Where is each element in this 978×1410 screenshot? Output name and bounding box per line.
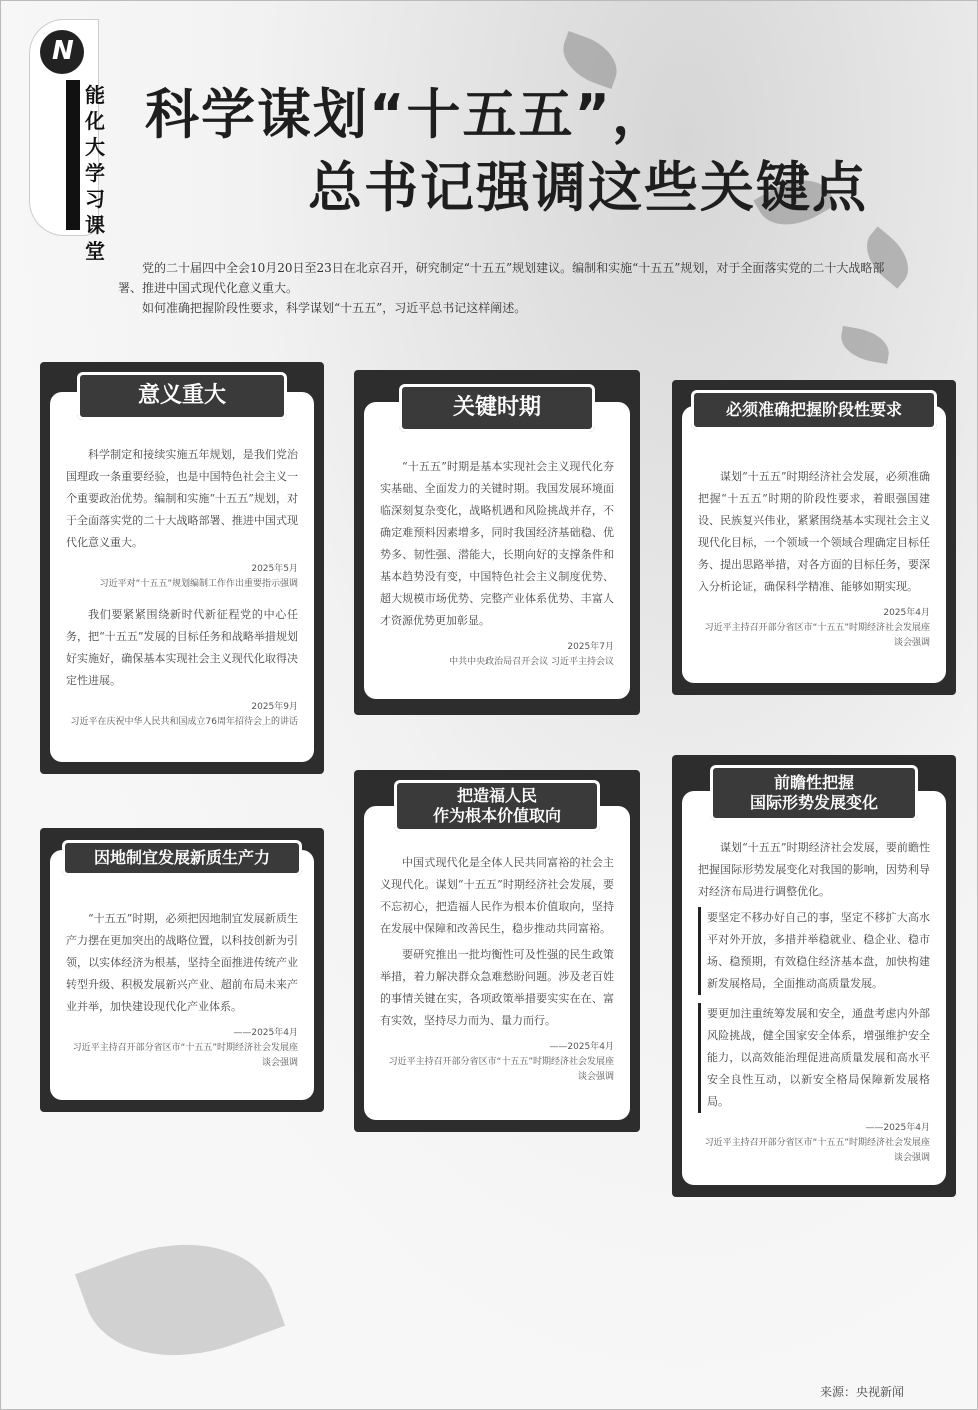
- card-source: ——2025年4月 习近平主持召开部分省区市“十五五”时期经济社会发展座谈会强调: [72, 1028, 298, 1068]
- card-new-productive-forces: [40, 828, 324, 1112]
- card-paragraph: 谋划“十五五”时期经济社会发展，必须准确把握“十五五”时期的阶段性要求，着眼强国建设、民族复兴伟业，紧紧围绕基本实现社会主义现代化目标，一个领域一个领域合理确定目标任务、提出思路举措，对各方面的目标任务，要深入分析论证，确保科学精准、能够如期实现。: [698, 470, 930, 593]
- card-key-period: [354, 370, 640, 715]
- column-title: 能化大学习课堂: [85, 83, 105, 263]
- column-label: [30, 20, 105, 263]
- page-title-line1: 科学谋划“十五五”，: [145, 83, 668, 146]
- card-source: ——2025年4月 习近平主持召开部分省区市“十五五”时期经济社会发展座谈会强调: [388, 1042, 614, 1082]
- card-source: 2025年9月 习近平在庆祝中华人民共和国成立76周年招待会上的讲话: [70, 702, 298, 727]
- card-people-first: [354, 770, 640, 1132]
- card-paragraph: 中国式现代化是全体人民共同富裕的社会主义现代化。谋划“十五五”时期经济社会发展，要不忘初心，把造福人民作为根本价值取向，坚持在发展中保障和改善民生，稳步推动共同富裕。: [380, 856, 614, 935]
- card-paragraph: 科学制定和接续实施五年规划，是我们党治国理政一条重要经验，也是中国特色社会主义一个重要政治优势。编制和实施“十五五”规划，对于全面落实党的二十大战略部署、推进中国式现代化意义重大。: [66, 448, 298, 549]
- intro: [118, 258, 888, 318]
- card-paragraph: 我们要紧紧围绕新时代新征程党的中心任务，把“十五五”发展的目标任务和战略举措规划好实施好，确保基本实现社会主义现代化取得决定性进展。: [66, 608, 298, 687]
- card-source: ——2025年4月 习近平主持召开部分省区市“十五五”时期经济社会发展座谈会强调: [704, 1123, 930, 1163]
- card-paragraph: 要研究推出一批均衡性可及性强的民生政策举措，着力解决群众急难愁盼问题。涉及老百姓的事情关键在实，各项政策举措要实实在在、富有实效，坚持尽力而为、量力而行。: [380, 948, 614, 1027]
- intro-paragraph: 如何准确把握阶段性要求，科学谋划“十五五”，习近平总书记这样阐述。: [142, 301, 527, 315]
- card-bullet: 要更加注重统筹发展和安全，通盘考虑内外部风险挑战，健全国家安全体系，增强维护安全能力，以高效能治理促进高质量发展和高水平安全良性互动，以新安全格局保障新发展格局。: [698, 1003, 930, 1113]
- card-heading: 前瞻性把握 国际形势发展变化: [710, 765, 918, 821]
- card-international-situation: [672, 755, 956, 1197]
- card-heading: 必须准确把握阶段性要求: [691, 390, 937, 430]
- card-paragraph: “十五五”时期，必须把因地制宜发展新质生产力摆在更加突出的战略位置，以科技创新为引领，以实体经济为根基，坚持全面推进传统产业转型升级、积极发展新兴产业、超前布局未来产业并举，加快建设现代化产业体系。: [66, 912, 298, 1013]
- source-credit: 来源：央视新闻: [820, 1385, 905, 1399]
- column-bar: [66, 80, 80, 230]
- card-paragraph: 谋划“十五五”时期经济社会发展，要前瞻性把握国际形势发展变化对我国的影响，因势利导对经济布局进行调整优化。: [698, 841, 930, 898]
- card-bullet: 要坚定不移办好自己的事，坚定不移扩大高水平对外开放，多措并举稳就业、稳企业、稳市场、稳预期，有效稳住经济基本盘，加快构建新发展格局，全面推动高质量发展。: [698, 907, 930, 995]
- card-body: [698, 837, 930, 1178]
- page-title-line2: 总书记强调这些关键点: [308, 156, 868, 219]
- card-source: 2025年4月 习近平主持召开部分省区市“十五五”时期经济社会发展座谈会强调: [704, 608, 930, 648]
- intro-paragraph: 党的二十届四中全会10月20日至23日在北京召开，研究制定“十五五”规划建议。编制和实施“十五五”规划，对于全面落实党的二十大战略部署、推进中国式现代化意义重大。: [118, 261, 885, 295]
- card-heading: 因地制宜发展新质生产力: [62, 840, 302, 876]
- card-body: [66, 444, 298, 742]
- card-body: [698, 466, 930, 663]
- card-heading: 关键时期: [399, 384, 595, 432]
- card-source: 2025年7月 中共中央政治局召开会议 习近平主持会议: [449, 642, 614, 667]
- card-body: [380, 456, 614, 682]
- card-body: [380, 852, 614, 1097]
- card-heading: 把造福人民 作为根本价值取向: [394, 780, 600, 832]
- logo-icon: N: [40, 30, 84, 74]
- card-stage-requirements: [672, 380, 956, 695]
- card-paragraph: “十五五”时期是基本实现社会主义现代化夯实基础、全面发力的关键时期。我国发展环境面临深刻复杂变化，战略机遇和风险挑战并存，不确定难预料因素增多，同时我国经济基础稳、优势多、韧性强、潜能大，长期向好的支撑条件和基本趋势没有变，中国特色社会主义制度优势、超大规模市场优势、完整产业体系优势、丰富人才资源优势更加彰显。: [380, 460, 614, 627]
- card-significance: [40, 362, 324, 774]
- card-source: 2025年5月 习近平对“十五五”规划编制工作作出重要指示强调: [99, 564, 298, 589]
- card-heading: 意义重大: [77, 372, 287, 420]
- card-body: [66, 908, 298, 1083]
